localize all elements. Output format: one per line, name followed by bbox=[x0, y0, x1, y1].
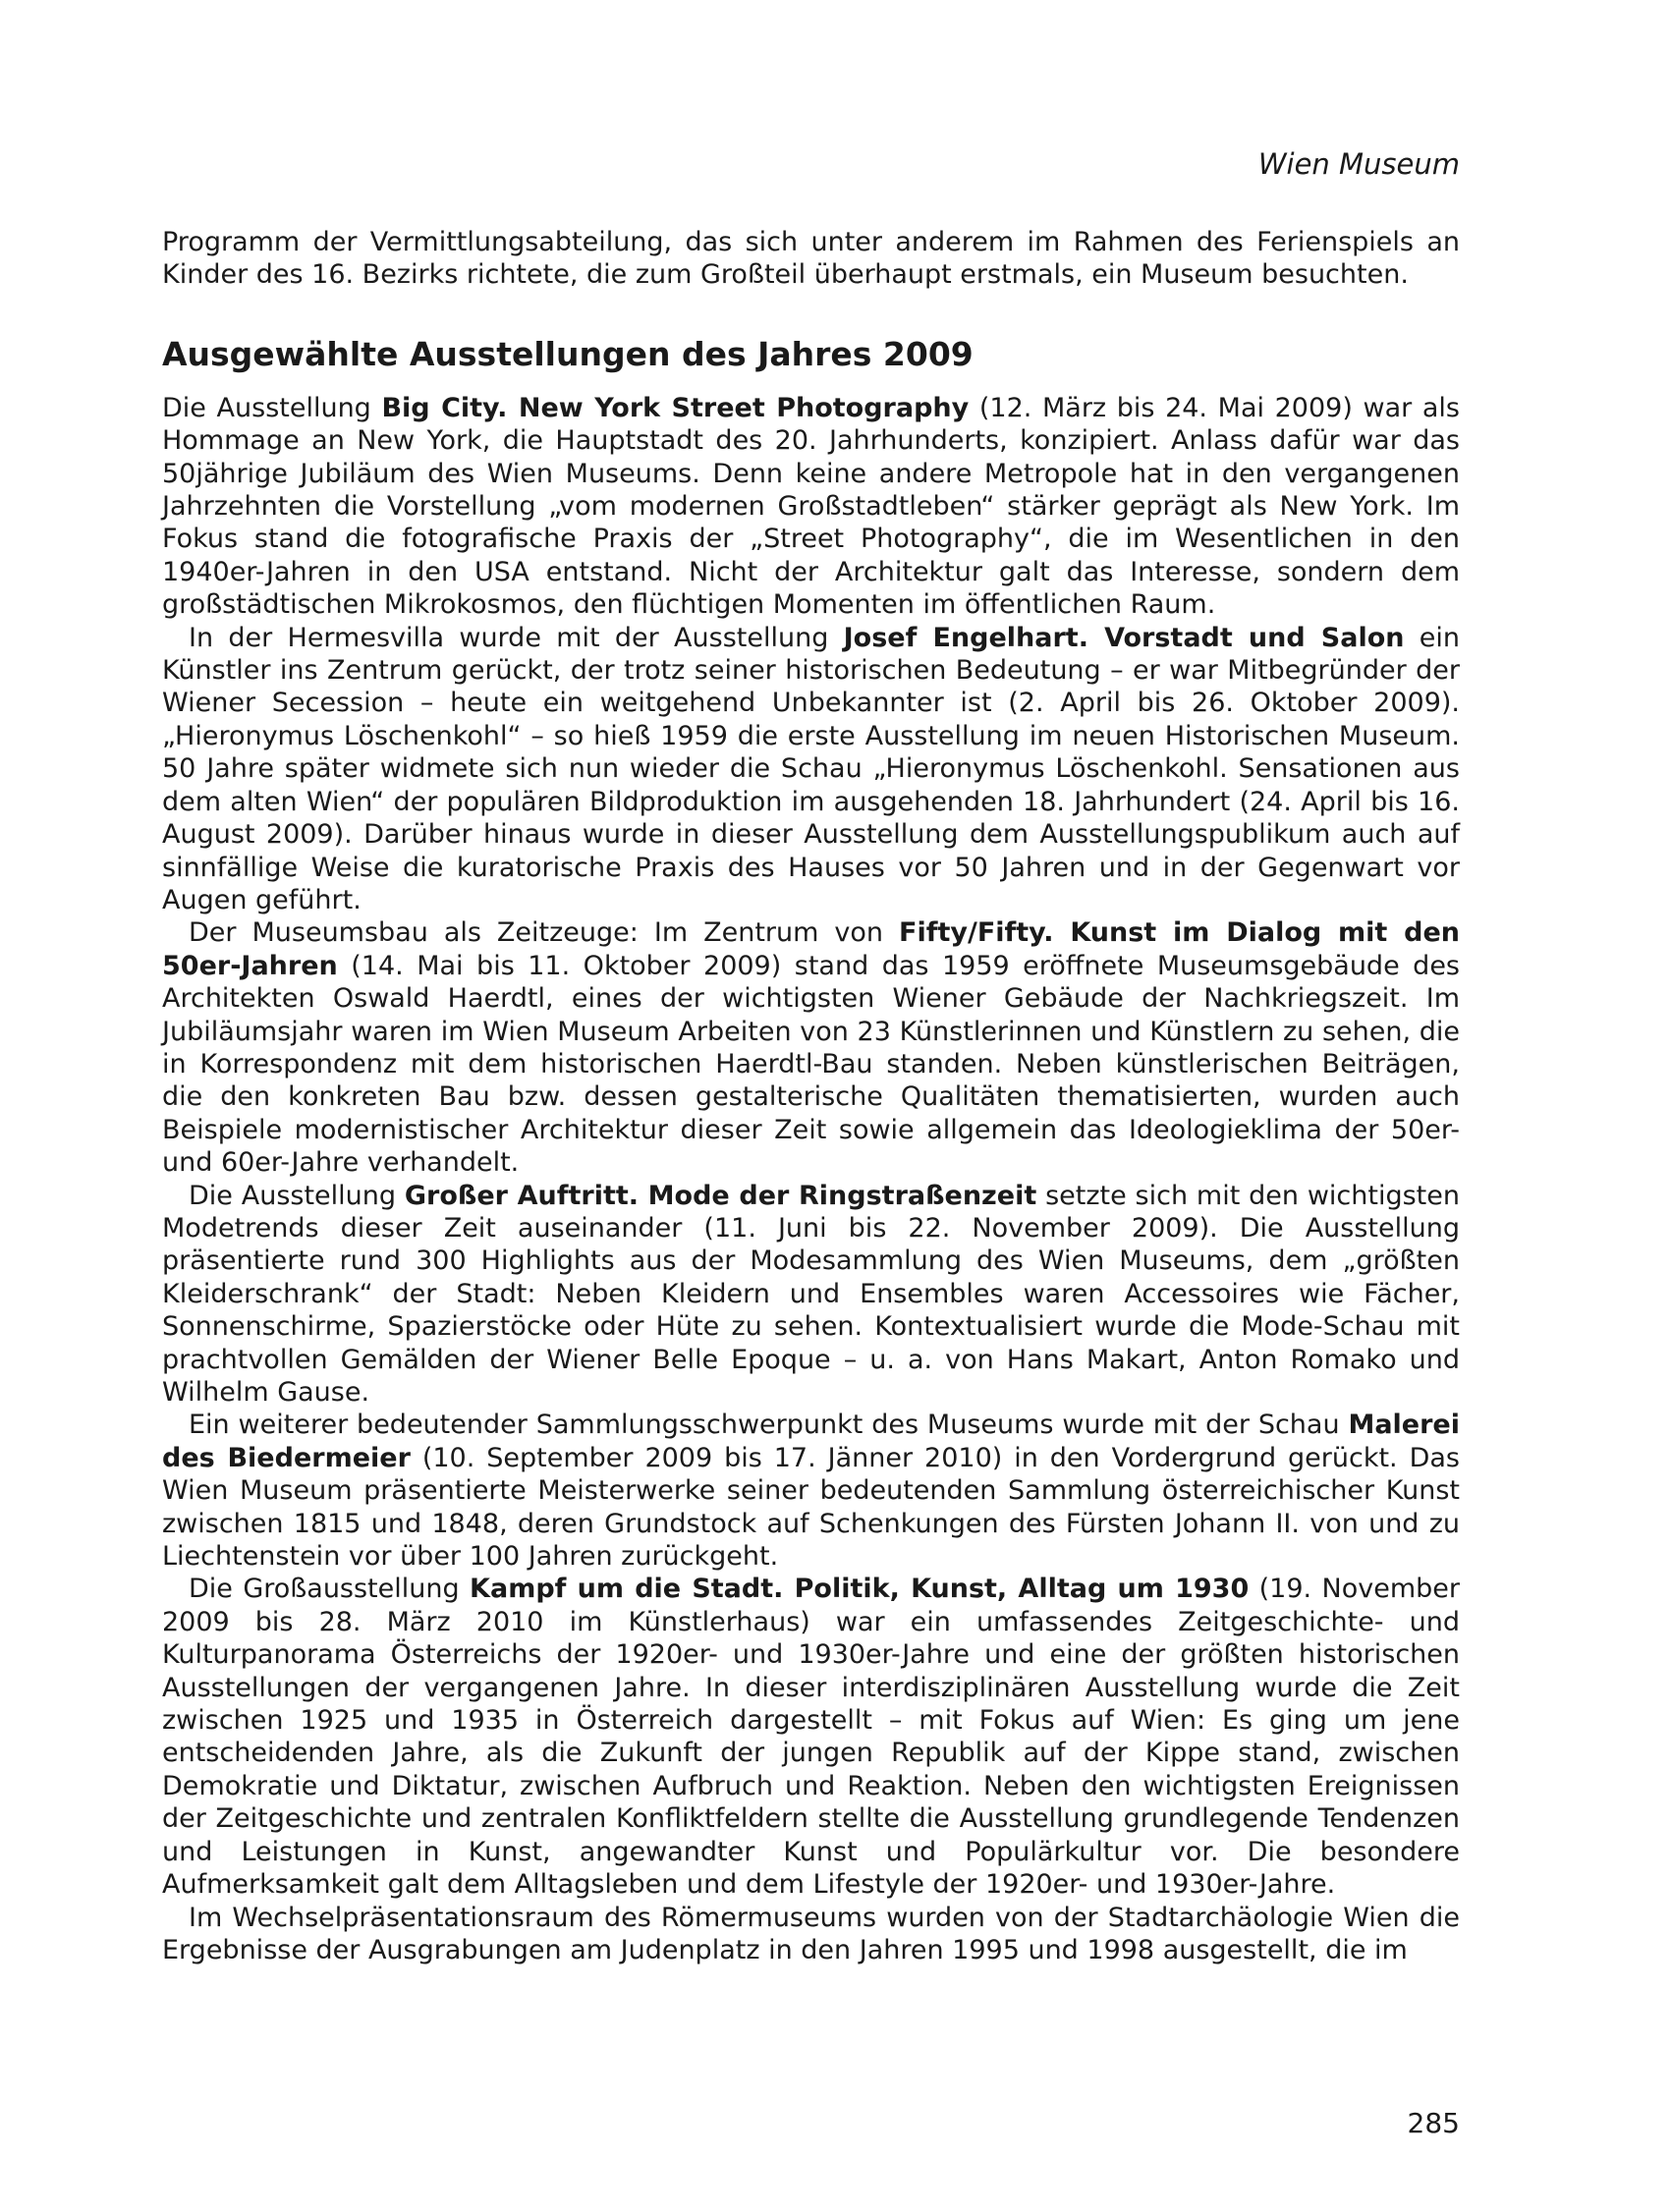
paragraph-text: ein Künstler ins Zentrum gerückt, der trotz seiner historischen Bedeutung – er war Mitbegründer der Wiener Secession – heute ein weitgehend Unbekannter ist (2. April bis 26. Oktober 2009). „Hieronymus Löschenkohl“ – so hieß 1959 die erste Ausstellung im neuen Historischen Museum. 50 Jahre später widmete sich nun wieder die Schau „Hieronymus Löschenkohl. Sensationen aus dem alten Wien“ der populären Bildproduktion im ausgehenden 18. Jahrhundert (24. April bis 16. August 2009). Darüber hinaus wurde in dieser Ausstellung dem Ausstellungspublikum auch auf sinnfällige Weise die kuratorische Praxis des Hauses vor 50 Jahren und in der Gegenwart vor Augen geführt. bbox=[162, 622, 1461, 915]
paragraph-text: (14. Mai bis 11. Oktober 2009) stand das 1959 eröffnete Museumsgebäude des Architekten Oswald Haerdtl, eines der wichtigsten Wiener Gebäude der Nachkriegszeit. Im Jubiläumsjahr waren im Wien Museum Arbeiten von 23 Künstlerinnen und Künstlern zu sehen, die in Korrespondenz mit dem historischen Haerdtl-Bau standen. Neben künstlerischen Beiträgen, die den konkreten Bau bzw. dessen gestalterische Qualitäten thematisierten, wurden auch Beispiele modernistischer Architektur dieser Zeit sowie allgemein das Ideologieklima der 50er- und 60er-Jahre verhandelt. bbox=[162, 950, 1460, 1179]
exhibition-title: Großer Auftritt. Mode der Ringstraßenzeit bbox=[404, 1180, 1037, 1211]
paragraph-text: (10. September 2009 bis 17. Jänner 2010) in den Vordergrund gerückt. Das Wien Museum präsentierte Meisterwerke seiner bedeutenden Sammlung österreichischer Kunst zwischen 1815 und 1848, deren Grundstock auf Schenkungen des Fürsten Johann II. von und zu Liechtenstein vor über 100 Jahren zurückgeht. bbox=[162, 1442, 1460, 1573]
paragraph-fifty-fifty bbox=[162, 916, 1460, 1179]
section-heading: Ausgewählte Ausstellungen des Jahres 2009 bbox=[162, 334, 974, 373]
paragraph-grosser-auftritt bbox=[162, 1180, 1460, 1410]
paragraph-text: (19. November 2009 bis 28. März 2010 im Künstlerhaus) war ein umfassendes Zeitgeschichte- und Kulturpanorama Österreichs der 1920er- und 1930er-Jahre und eine der größten historischen Ausstellungen der vergangenen Jahre. In dieser interdisziplinären Ausstellung wurde die Zeit zwischen 1925 und 1935 in Österreich dargestellt – mit Fokus auf Wien: Es ging um jene entscheidenden Jahre, als die Zukunft der jungen Republik auf der Kippe stand, zwischen Demokratie und Diktatur, zwischen Aufbruch und Reaktion. Neben den wichtigsten Ereignissen der Zeitgeschichte und zentralen Konfliktfeldern stellte die Ausstellung grundlegende Tendenzen und Leistungen in Kunst, angewandter Kunst und Populärkultur vor. Die besondere Aufmerksamkeit galt dem Alltagsleben und dem Lifestyle der 1920er- und 1930er-Jahre. bbox=[162, 1574, 1460, 1901]
exhibition-title: Kampf um die Stadt. Politik, Kunst, Alltag um 1930 bbox=[470, 1574, 1250, 1605]
paragraph-text: Im Wechselpräsentationsraum des Römermuseums wurden von der Stadtarchäologie Wien die Ergebnisse der Ausgrabungen am Judenplatz in den Jahren 1995 und 1998 ausgestellt, die im bbox=[162, 1902, 1460, 1965]
paragraph-biedermeier bbox=[162, 1409, 1460, 1573]
paragraph-text: Die Ausstellung bbox=[162, 392, 382, 423]
paragraph-text: In der Hermesvilla wurde mit der Ausstellung bbox=[189, 622, 844, 653]
exhibition-title: Big City. New York Street Photography bbox=[381, 392, 970, 423]
paragraph-kampf-um-die-stadt bbox=[162, 1573, 1460, 1901]
paragraph-engelhart bbox=[162, 622, 1460, 917]
paragraph-text: Die Großausstellung bbox=[189, 1574, 471, 1605]
paragraph-text: Die Ausstellung bbox=[189, 1180, 405, 1211]
paragraph-text: (12. März bis 24. Mai 2009) war als Hommage an New York, die Hauptstadt des 20. Jahrhunderts, konzipiert. Anlass dafür war das 50jährige Jubiläum des Wien Museums. Denn keine andere Metropole hat in den vergangenen Jahrzehnten die Vorstellung „vom modernen Großstadtleben“ stärker geprägt als New York. Im Fokus stand die fotografische Praxis der „Street Photography“, die im Wesentlichen in den 1940er-Jahren in den USA entstand. Nicht der Architektur galt das Interesse, sondern dem großstädtischen Mikrokosmos, den flüchtigen Momenten im öffentlichen Raum. bbox=[162, 392, 1460, 621]
running-header: Wien Museum bbox=[1257, 147, 1460, 181]
intro-paragraph: Programm der Vermittlungsabteilung, das sich unter anderem im Rahmen des Ferienspiels an Kinder des 16. Bezirks richtete, die zum Großteil überhaupt erstmals, ein Museum besuchten. bbox=[162, 227, 1460, 291]
paragraph-roemermuseum bbox=[162, 1902, 1460, 1967]
paragraph-text: setzte sich mit den wichtigsten Modetrends dieser Zeit auseinander (11. Juni bis 22. November 2009). Die Ausstellung präsentierte rund 300 Highlights aus der Modesammlung des Wien Museums, dem „größten Kleiderschrank“ der Stadt: Neben Kleidern und Ensembles waren Accessoires wie Fächer, Sonnenschirme, Spazierstöcke oder Hüte zu sehen. Kontextualisiert wurde die Mode-Schau mit prachtvollen Gemälden der Wiener Belle Epoque – u. a. von Hans Makart, Anton Romako und Wilhelm Gause. bbox=[162, 1180, 1460, 1408]
exhibition-title: Malerei des Biedermeier bbox=[162, 1410, 1460, 1473]
paragraph-text: Der Museumsbau als Zeitzeuge: Im Zentrum von bbox=[189, 917, 899, 949]
exhibition-title: Josef Engelhart. Vorstadt und Salon bbox=[843, 622, 1405, 653]
paragraph-text: Ein weiterer bedeutender Sammlungsschwerpunkt des Museums wurde mit der Schau bbox=[189, 1410, 1349, 1441]
paragraph-big-city bbox=[162, 392, 1460, 622]
page-body bbox=[162, 226, 1460, 1966]
page-number: 285 bbox=[1407, 2107, 1460, 2139]
exhibition-title: Fifty/Fifty. Kunst im Dialog mit den 50er-Jahren bbox=[162, 917, 1460, 981]
